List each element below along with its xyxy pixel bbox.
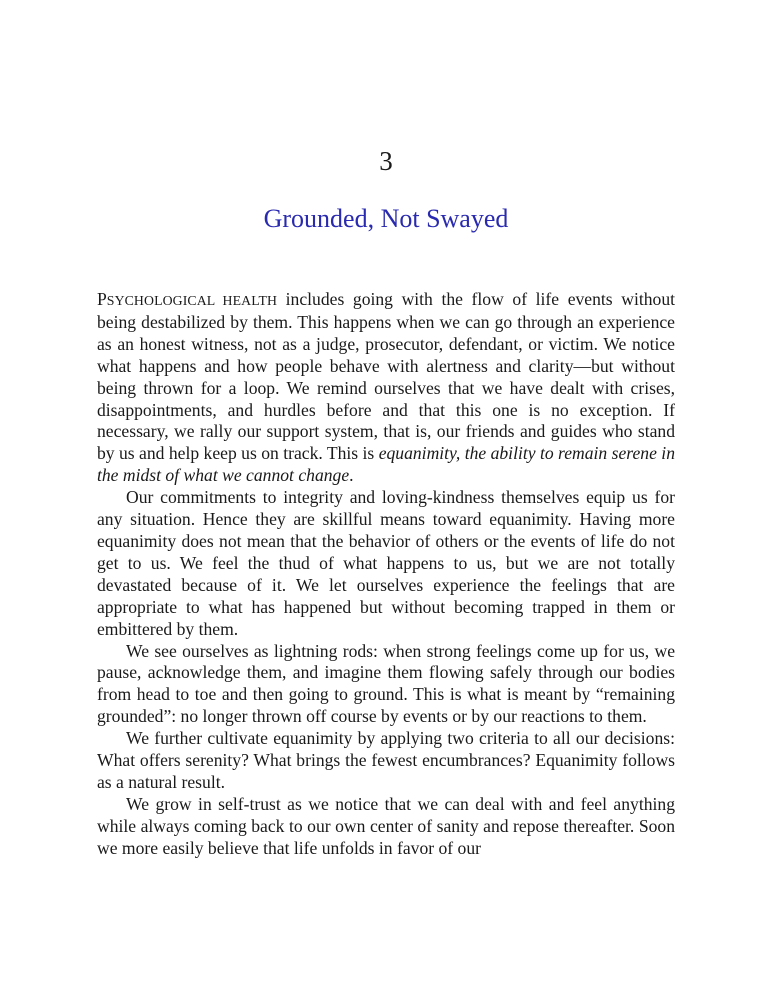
chapter-number: 3	[379, 146, 393, 176]
paragraph-5: We grow in self-trust as we notice that we can deal with and feel anything while always coming back to our own center of sanity and repose thereafter. Soon we more easily believe that life unfolds in favor of our	[97, 793, 675, 858]
paragraph-4: We further cultivate equanimity by applying two criteria to all our decisions: What offers serenity? What brings the fewest encumbrances? Equanimity follows as a natural result.	[97, 728, 675, 792]
chapter-title: Grounded, Not Swayed	[263, 204, 509, 233]
paragraph-3: We see ourselves as lightning rods: when strong feelings come up for us, we pause, acknowledge them, and imagine them flowing safely through our bodies from head to toe and then going to ground. This is what is meant by “remaining grounded”: no longer thrown off course by events or by our reactions to them.	[97, 640, 675, 727]
paragraph-1-end: .	[349, 465, 354, 486]
lead-smallcaps: SYCHOLOGICAL HEALTH	[106, 293, 278, 308]
paragraph-2: Our commitments to integrity and loving-kindness themselves equip us for any situation. Hence they are skillful means toward equanimity. Having more equanimity does not mean that the behavior of others or the events of life do not get to us. We feel the thud of what happens to us, but we are not totally devastated because of it. We let ourselves experience the feelings that are appropriate to what has happened but without becoming trapped in them or embittered by them.	[97, 487, 675, 639]
paragraph-1-text: includes going with the flow of life events without being destabilized by them. This happens when we can go through an experience as an honest witness, not as a judge, prosecutor, defendant, or victim. We notice what happens and how people behave with alertness and clarity—but without being thrown for a loop. We remind ourselves that we have dealt with crises, disappointments, and hurdles before and that this one is no exception. If necessary, we rally our support system, that is, our friends and guides who stand by us and help keep us on track. This is	[97, 289, 675, 464]
paragraph-1-emphasis: equanimity, the ability to remain serene in the midst of what we cannot change	[97, 443, 675, 486]
lead-initial: P	[97, 289, 107, 309]
chapter-body	[97, 289, 675, 860]
paragraph-1	[97, 289, 675, 487]
